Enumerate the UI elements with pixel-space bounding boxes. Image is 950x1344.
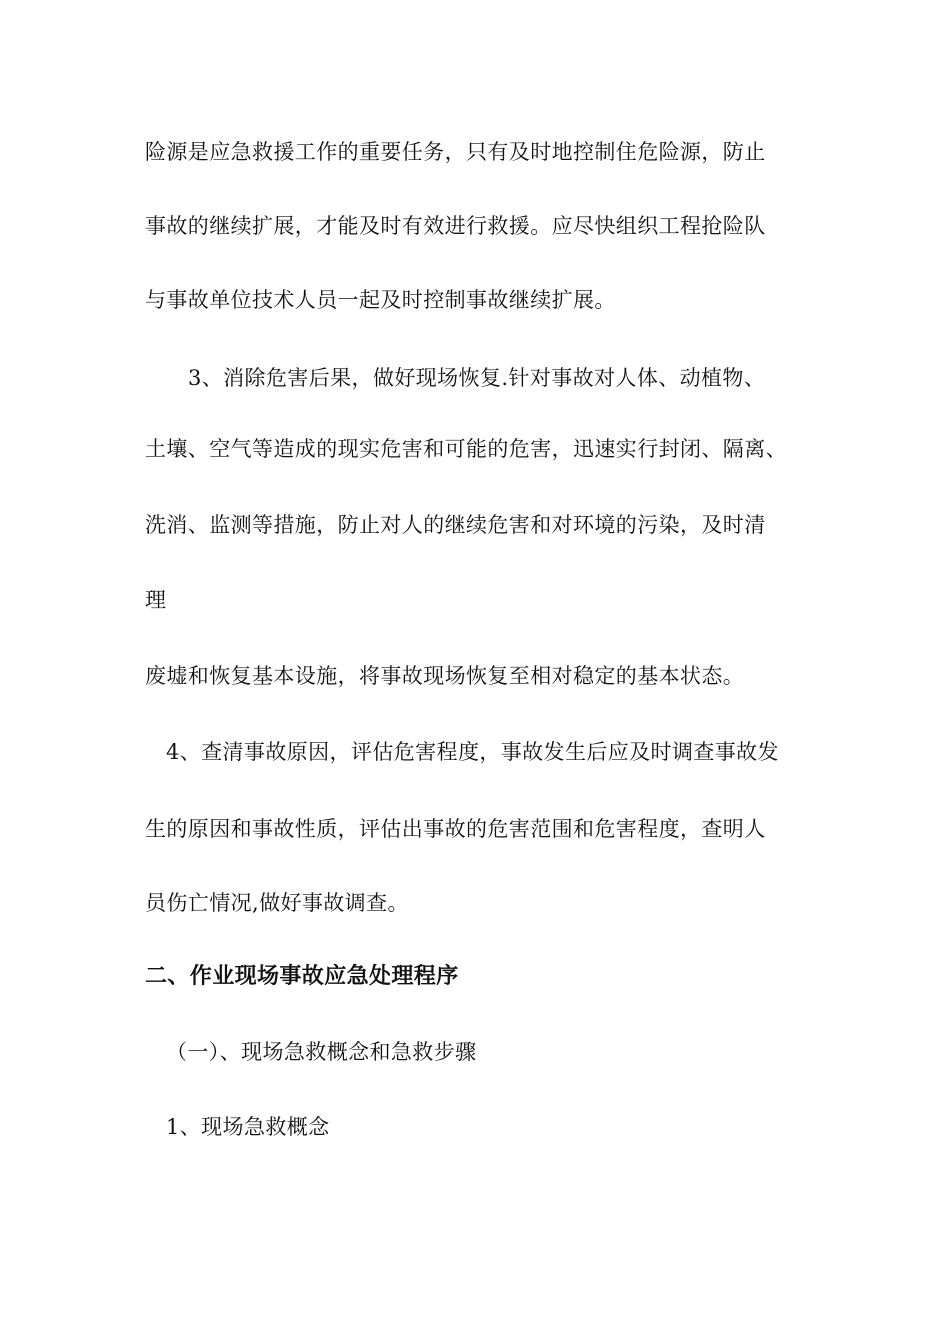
paragraph-line-5: 土壤、空气等造成的现实危害和可能的危害，迅速实行封闭、隔离、 — [145, 437, 787, 461]
paragraph-line-10: 生的原因和事故性质，评估出事故的危害范围和危害程度，查明人 — [145, 817, 766, 841]
paragraph-line-6: 洗消、监测等措施，防止对人的继续危害和对环境的污染，及时清 — [145, 513, 766, 537]
paragraph-line-1: 险源是应急救援工作的重要任务，只有及时地控制住危险源，防止 — [145, 140, 766, 164]
item-heading: 1、现场急救概念 — [166, 1115, 330, 1139]
paragraph-line-9: 4、查清事故原因，评估危害程度，事故发生后应及时调查事故发 — [166, 740, 779, 764]
paragraph-line-8: 废墟和恢复基本设施，将事故现场恢复至相对稳定的基本状态。 — [145, 664, 745, 688]
paragraph-line-3: 与事故单位技术人员一起及时控制事故继续扩展。 — [145, 288, 616, 312]
subsection-heading: （一）、现场急救概念和急救步骤 — [166, 1040, 477, 1064]
paragraph-line-2: 事故的继续扩展，才能及时有效进行救援。应尽快组织工程抢险队 — [145, 214, 766, 238]
section-heading: 二、作业现场事故应急处理程序 — [145, 964, 459, 989]
paragraph-line-7: 理 — [145, 588, 167, 612]
paragraph-line-4: 3、消除危害后果，做好现场恢复.针对事故对人体、动植物、 — [188, 366, 766, 390]
paragraph-line-11: 员伤亡情况,做好事故调查。 — [145, 891, 409, 915]
